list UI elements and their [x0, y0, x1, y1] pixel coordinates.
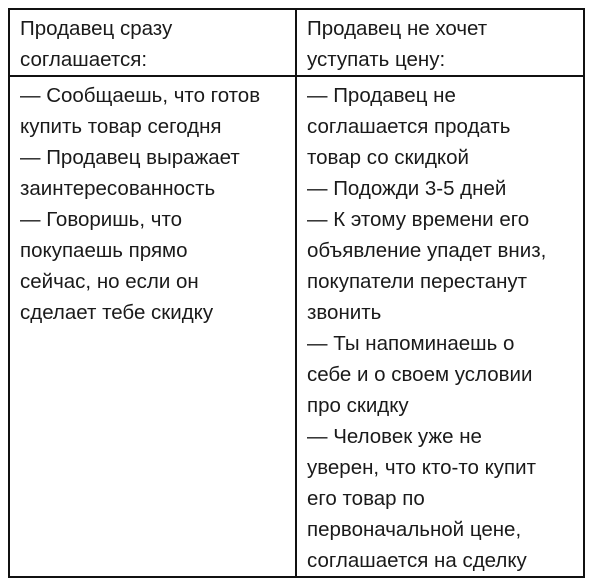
text-line: про скидку — [307, 394, 409, 417]
text-line: — Продавец выражает — [20, 146, 240, 169]
text-line: уверен, что кто-то купит — [307, 456, 536, 479]
text-line: — Человек уже не — [307, 425, 482, 448]
cell-seller-refuses — [296, 76, 584, 577]
header-line: Продавец не хочет — [307, 17, 488, 40]
header-line: соглашается: — [20, 48, 148, 71]
text-line: купить товар сегодня — [20, 115, 222, 138]
header-line: Продавец сразу — [20, 17, 173, 40]
text-line: — Подожди 3-5 дней — [307, 177, 507, 200]
text-line: — Ты напоминаешь о — [307, 332, 515, 355]
text-line: объявление упадет вниз, — [307, 239, 547, 262]
text-line: сделает тебе скидку — [20, 301, 214, 324]
text-line: его товар по — [307, 487, 425, 510]
text-line: себе и о своем условии — [307, 363, 533, 386]
header-seller-agrees — [9, 9, 296, 76]
table-row — [9, 76, 584, 577]
text-line: первоначальной цене, — [307, 518, 522, 541]
text-line: покупаешь прямо — [20, 239, 188, 262]
text-line: покупатели перестанут — [307, 270, 528, 293]
comparison-table — [8, 8, 585, 578]
header-line: уступать цену: — [307, 48, 446, 71]
text-line: звонить — [307, 301, 382, 324]
text-line: заинтересованность — [20, 177, 216, 200]
text-line: соглашается продать — [307, 115, 511, 138]
cell-seller-agrees — [9, 76, 296, 577]
text-line: соглашается на сделку — [307, 549, 527, 572]
text-line: — Говоришь, что — [20, 208, 182, 231]
text-line: — Продавец не — [307, 84, 456, 107]
text-line: сейчас, но если он — [20, 270, 199, 293]
text-line: товар со скидкой — [307, 146, 469, 169]
table-header-row — [9, 9, 584, 76]
text-line: — Сообщаешь, что готов — [20, 84, 261, 107]
header-seller-refuses — [296, 9, 584, 76]
text-line: — К этому времени его — [307, 208, 530, 231]
